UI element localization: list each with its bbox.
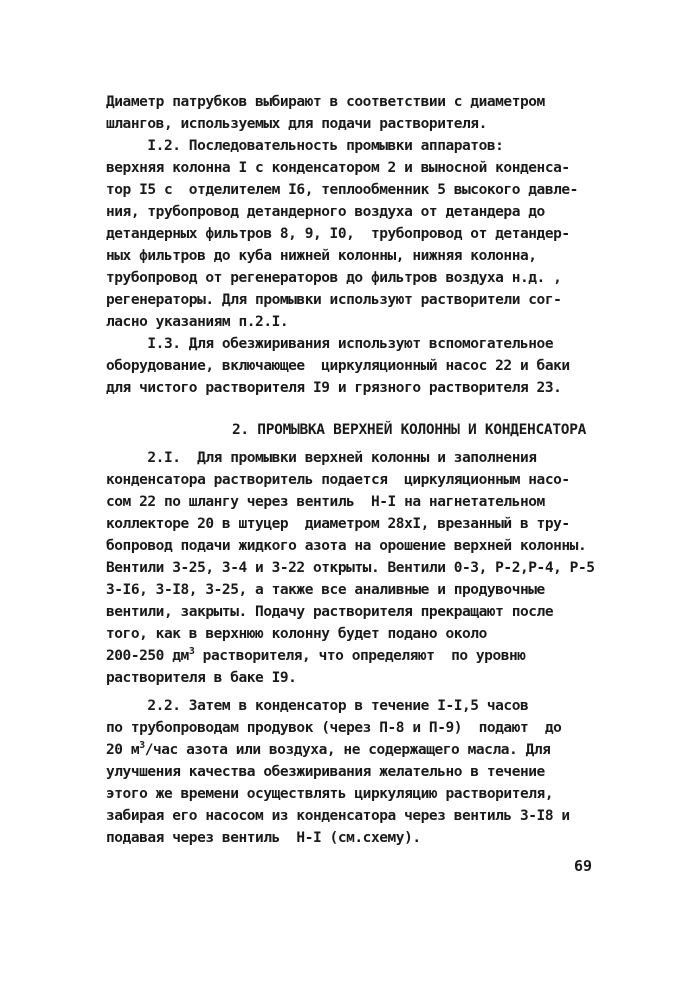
text-line: ния, трубопровод детандерного воздуха от детандера до (106, 204, 545, 220)
text-line: 2.2. Затем в конденсатор в течение I-I,5 часов (106, 698, 529, 714)
text-line: улучшения качества обезжиривания желательно в течение (106, 764, 545, 780)
text-line-with-superscript (106, 646, 526, 666)
superscript: 3 (139, 740, 145, 752)
text-fragment: /час азота или воздуха, не содержащего масла. Для (144, 742, 551, 758)
text-line: коллекторе 20 в штуцер диаметром 28xI, врезанный в тру- (106, 516, 570, 532)
text-line: регенераторы. Для промывки используют растворители сог- (106, 292, 562, 308)
text-line: детандерных фильтров 8, 9, I0, трубопровод от детандер- (106, 226, 570, 242)
text-line: бопровод подачи жидкого азота на орошение верхней колонны. (106, 538, 587, 554)
text-line: оборудование, включающее циркуляционный насос 22 и баки (106, 358, 570, 374)
text-line: вентили, закрыты. Подачу растворителя прекращают после (106, 604, 554, 620)
text-fragment: 20 м (106, 742, 140, 758)
text-line: того, как в верхнюю колонну будет подано около (106, 626, 487, 642)
text-line: забирая его насосом из конденсатора через вентиль 3-I8 и (106, 808, 570, 824)
text-line: I.2. Последовательность промывки аппаратов: (106, 138, 504, 154)
text-line: ных фильтров до куба нижней колонны, нижняя колонна, (106, 248, 537, 264)
text-line: сом 22 по шлангу через вентиль Н-I на нагнетательном (106, 494, 545, 510)
page-number: 69 (574, 857, 593, 875)
text-line: подавая через вентиль Н-I (см.схему). (106, 830, 421, 846)
text-line: растворителя в баке I9. (106, 670, 297, 686)
text-line: этого же времени осуществлять циркуляцию растворителя, (106, 786, 554, 802)
text-line: ласно указаниям п.2.I. (106, 314, 289, 330)
text-line: 2.I. Для промывки верхней колонны и заполнения (106, 450, 537, 466)
text-line: по трубопроводам продувок (через П-8 и П-9) подают до (106, 720, 562, 736)
text-line: верхняя колонна I с конденсатором 2 и выносной конденса- (106, 160, 570, 176)
text-line: 3-I6, 3-I8, 3-25, а также все аналивные и продувочные (106, 582, 545, 598)
text-line-with-superscript (106, 740, 550, 760)
section-heading: 2. ПРОМЫВКА ВЕРХНЕЙ КОЛОННЫ И КОНДЕНСАТОРА (232, 422, 587, 438)
text-line: для чистого растворителя I9 и грязного растворителя 23. (106, 380, 562, 396)
text-line: тор I5 с отделителем I6, теплообменник 5 высокого давле- (106, 182, 578, 198)
text-line: Диаметр патрубков выбирают в соответствии с диаметром (106, 94, 545, 110)
text-line: I.3. Для обезжиривания используют вспомогательное (106, 336, 554, 352)
text-line: Вентили 3-25, 3-4 и 3-22 открыты. Вентили 0-3, Р-2,Р-4, Р-5 (106, 560, 595, 576)
text-line: шлангов, используемых для подачи растворителя. (106, 116, 487, 132)
text-fragment: 200-250 дм (106, 648, 189, 664)
superscript: 3 (188, 646, 195, 658)
text-line: трубопровод от регенераторов до фильтров воздуха н.д. , (106, 270, 562, 286)
text-fragment: растворителя, что определяют по уровню (194, 648, 526, 664)
text-line: конденсатора растворитель подается циркуляционным насо- (106, 472, 570, 488)
